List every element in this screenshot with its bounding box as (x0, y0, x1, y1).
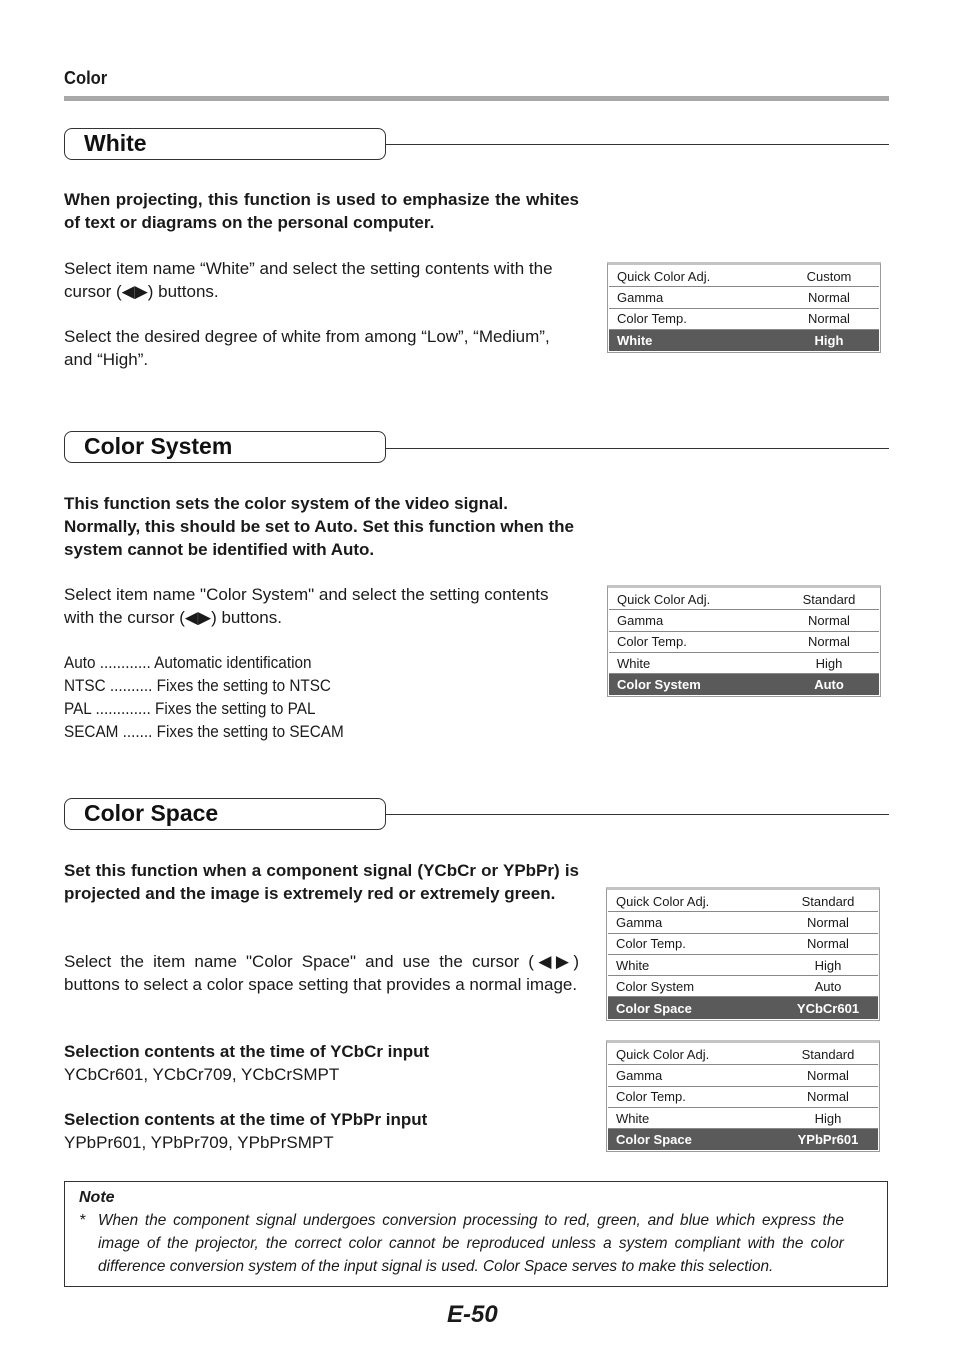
option-auto: Auto ............ Automatic identification (64, 653, 312, 672)
ycbcr-heading: Selection contents at the time of YCbCr input (64, 1042, 430, 1061)
section-title-color-space: Color Space (64, 798, 386, 830)
section-title-white: White (64, 128, 386, 160)
ypbpr-heading: Selection contents at the time of YPbPr input (64, 1110, 428, 1129)
option-ntsc: NTSC .......... Fixes the setting to NTSC (64, 676, 331, 695)
menu-row: Quick Color Adj. Standard (608, 1044, 878, 1065)
color-space-para1: Select the item name "Color Space" and use the cursor (◀▶) buttons to select a color space setting that provides a normal image. (64, 952, 579, 994)
menu-row: Gamma Normal (608, 1065, 878, 1086)
note-box (64, 1181, 888, 1287)
color-system-menu (607, 585, 881, 697)
color-system-para1: Select item name "Color System" and select the setting contents with the cursor (◀▶) buttons. (64, 585, 549, 627)
menu-row-selected: White High (609, 330, 879, 351)
menu-row: Gamma Normal (609, 610, 879, 631)
color-space-menu-ycbcr (606, 887, 880, 1021)
menu-row: Gamma Normal (609, 287, 879, 308)
menu-row: Quick Color Adj. Standard (609, 589, 879, 610)
menu-row: Color System Auto (608, 976, 878, 997)
menu-row-selected: Color Space YPbPr601 (608, 1129, 878, 1150)
menu-row: Quick Color Adj. Custom (609, 266, 879, 287)
menu-row: Color Temp. Normal (609, 309, 879, 330)
page-number: E-50 (447, 1301, 498, 1328)
ypbpr-values: YPbPr601, YPbPr709, YPbPrSMPT (64, 1133, 334, 1152)
menu-row-selected: Color Space YCbCr601 (608, 997, 878, 1018)
note-asterisk: * (79, 1212, 86, 1229)
page-header-label: Color (64, 68, 108, 88)
white-intro: When projecting, this function is used to emphasize the whites of text or diagrams on the personal computer. (64, 190, 579, 232)
color-system-options (64, 651, 344, 743)
white-para2: Select the desired degree of white from among “Low”, “Medium”, and “High”. (64, 327, 550, 369)
white-menu (607, 262, 881, 353)
menu-row: Quick Color Adj. Standard (608, 891, 878, 912)
note-text: When the component signal undergoes conversion processing to red, green, and blue which express the image of the projector, the correct color cannot be reproduced unless a system compliant with the color difference conversion system of the input signal is used. Color Space serves to make this selection. (98, 1212, 844, 1275)
option-pal: PAL ............. Fixes the setting to PAL (64, 699, 316, 718)
section-line-color-space (386, 814, 889, 815)
color-system-intro: This function sets the color system of the video signal. Normally, this should be set to Auto. Set this function when the system cannot be identified with Auto. (64, 494, 575, 559)
color-space-intro: Set this function when a component signal (YCbCr or YPbPr) is projected and the image is extremely red or extremely green. (64, 861, 579, 903)
menu-row-selected: Color System Auto (609, 674, 879, 695)
section-line-color-system (386, 448, 889, 449)
note-title: Note (79, 1189, 115, 1206)
white-para1: Select item name “White” and select the setting contents with the cursor (◀▶) buttons. (64, 259, 553, 301)
menu-row: Gamma Normal (608, 912, 878, 933)
menu-row: White High (608, 955, 878, 976)
menu-row: Color Temp. Normal (609, 632, 879, 653)
section-line-white (386, 144, 889, 145)
header-rule (64, 96, 889, 101)
menu-row: White High (609, 653, 879, 674)
menu-row: Color Temp. Normal (608, 1087, 878, 1108)
menu-row: White High (608, 1108, 878, 1129)
section-title-color-system: Color System (64, 431, 386, 463)
color-space-menu-ypbpr (606, 1040, 880, 1152)
option-secam: SECAM ....... Fixes the setting to SECAM (64, 722, 344, 741)
ycbcr-values: YCbCr601, YCbCr709, YCbCrSMPT (64, 1065, 340, 1084)
menu-row: Color Temp. Normal (608, 934, 878, 955)
